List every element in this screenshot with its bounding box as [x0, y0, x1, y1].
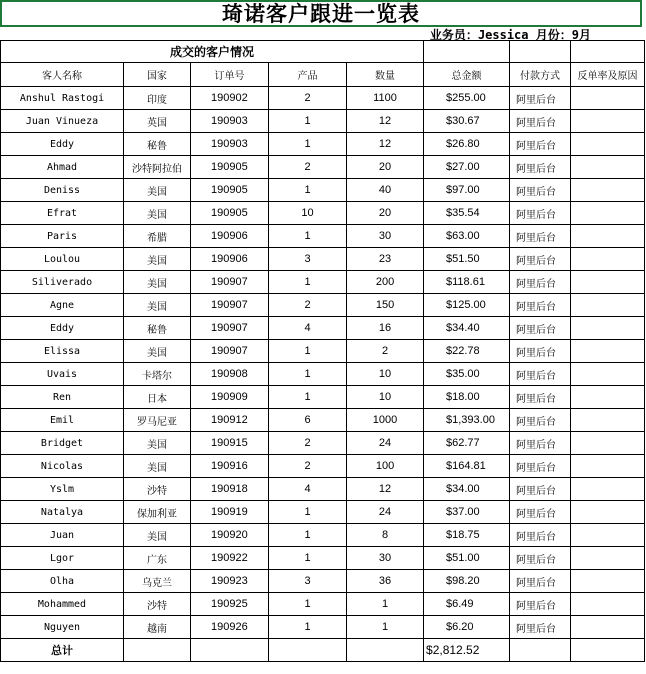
cell-reorder-reason[interactable]: [571, 156, 645, 179]
cell-reorder-reason[interactable]: [571, 593, 645, 616]
cell-product[interactable]: 1: [269, 110, 347, 133]
cell-country[interactable]: 广东: [124, 547, 191, 570]
cell-product[interactable]: 2: [269, 455, 347, 478]
cell-reorder-reason[interactable]: [571, 110, 645, 133]
cell-country[interactable]: 保加利亚: [124, 501, 191, 524]
cell-country[interactable]: 印度: [124, 87, 191, 110]
cell-payment-method[interactable]: 阿里后台: [510, 547, 571, 570]
cell-customer-name[interactable]: Juan: [1, 524, 124, 547]
cell-total-amount[interactable]: $35.00: [424, 363, 510, 386]
cell-product[interactable]: 1: [269, 524, 347, 547]
cell-customer-name[interactable]: Eddy: [1, 317, 124, 340]
cell[interactable]: [571, 639, 645, 662]
cell-order-number[interactable]: 190922: [191, 547, 269, 570]
cell-reorder-reason[interactable]: [571, 363, 645, 386]
total-row: [1, 639, 645, 662]
cell-total-amount[interactable]: $125.00: [424, 294, 510, 317]
cell-payment-method[interactable]: 阿里后台: [510, 294, 571, 317]
cell-product[interactable]: 2: [269, 87, 347, 110]
cell-product[interactable]: 1: [269, 225, 347, 248]
cell-total-amount[interactable]: $118.61: [424, 271, 510, 294]
cell-reorder-reason[interactable]: [571, 409, 645, 432]
cell-order-number[interactable]: 190909: [191, 386, 269, 409]
cell-quantity[interactable]: 1: [347, 593, 424, 616]
cell-product[interactable]: 1: [269, 133, 347, 156]
cell-product[interactable]: 1: [269, 501, 347, 524]
cell-product[interactable]: 1: [269, 593, 347, 616]
cell-reorder-reason[interactable]: [571, 87, 645, 110]
cell-quantity[interactable]: 12: [347, 110, 424, 133]
cell-product[interactable]: 4: [269, 317, 347, 340]
cell-quantity[interactable]: 8: [347, 524, 424, 547]
cell-total-amount[interactable]: $51.50: [424, 248, 510, 271]
month-label: 月份：: [535, 28, 572, 42]
cell[interactable]: [191, 639, 269, 662]
table-row: [1, 317, 645, 340]
header-reorder-rate[interactable]: 反单率及原因: [571, 63, 645, 87]
cell-total-amount[interactable]: $164.81: [424, 455, 510, 478]
table-row: [1, 248, 645, 271]
cell-quantity[interactable]: 40: [347, 179, 424, 202]
cell-country[interactable]: 罗马尼亚: [124, 409, 191, 432]
cell[interactable]: [510, 639, 571, 662]
cell-quantity[interactable]: 20: [347, 156, 424, 179]
cell-quantity[interactable]: 150: [347, 294, 424, 317]
cell-product[interactable]: 2: [269, 156, 347, 179]
cell-total-amount[interactable]: $51.00: [424, 547, 510, 570]
cell-order-number[interactable]: 190906: [191, 248, 269, 271]
cell-quantity[interactable]: 2: [347, 340, 424, 363]
cell-reorder-reason[interactable]: [571, 432, 645, 455]
cell-total-amount[interactable]: $63.00: [424, 225, 510, 248]
cell-payment-method[interactable]: 阿里后台: [510, 179, 571, 202]
section-title[interactable]: 成交的客户情况: [1, 41, 424, 63]
cell-country[interactable]: 秘鲁: [124, 133, 191, 156]
cell-payment-method[interactable]: 阿里后台: [510, 593, 571, 616]
header-total-amount[interactable]: 总金额: [424, 63, 510, 87]
cell-reorder-reason[interactable]: [571, 271, 645, 294]
cell-reorder-reason[interactable]: [571, 524, 645, 547]
cell-quantity[interactable]: 24: [347, 432, 424, 455]
cell-total-amount[interactable]: $255.00: [424, 87, 510, 110]
cell-product[interactable]: 1: [269, 363, 347, 386]
cell-customer-name[interactable]: Nguyen: [1, 616, 124, 639]
cell-order-number[interactable]: 190905: [191, 156, 269, 179]
cell-country[interactable]: 美国: [124, 432, 191, 455]
cell-payment-method[interactable]: 阿里后台: [510, 524, 571, 547]
cell-order-number[interactable]: 190916: [191, 455, 269, 478]
cell-order-number[interactable]: 190908: [191, 363, 269, 386]
cell-quantity[interactable]: 10: [347, 386, 424, 409]
cell-customer-name[interactable]: Yslm: [1, 478, 124, 501]
cell[interactable]: [269, 639, 347, 662]
cell-order-number[interactable]: 190907: [191, 317, 269, 340]
cell-order-number[interactable]: 190905: [191, 179, 269, 202]
cell-country[interactable]: 美国: [124, 271, 191, 294]
sheet-title[interactable]: 琦诺客户跟进一览表: [0, 0, 642, 27]
table-row: [1, 179, 645, 202]
cell-quantity[interactable]: 10: [347, 363, 424, 386]
cell-order-number[interactable]: 190907: [191, 340, 269, 363]
cell-quantity[interactable]: 23: [347, 248, 424, 271]
cell-customer-name[interactable]: Siliverado: [1, 271, 124, 294]
cell-customer-name[interactable]: Ahmad: [1, 156, 124, 179]
cell-total-amount[interactable]: $98.20: [424, 570, 510, 593]
month-value: 9月: [571, 28, 591, 42]
cell-country[interactable]: 乌克兰: [124, 570, 191, 593]
cell-reorder-reason[interactable]: [571, 294, 645, 317]
cell[interactable]: [347, 639, 424, 662]
cell-country[interactable]: 越南: [124, 616, 191, 639]
cell-total-amount[interactable]: $6.49: [424, 593, 510, 616]
cell[interactable]: [124, 639, 191, 662]
header-product[interactable]: 产品: [269, 63, 347, 87]
cell-country[interactable]: 美国: [124, 179, 191, 202]
cell-total-amount[interactable]: $26.80: [424, 133, 510, 156]
cell[interactable]: [571, 41, 645, 63]
cell-payment-method[interactable]: 阿里后台: [510, 501, 571, 524]
cell-total-amount[interactable]: $18.00: [424, 386, 510, 409]
cell-payment-method[interactable]: 阿里后台: [510, 570, 571, 593]
cell-total-amount[interactable]: $22.78: [424, 340, 510, 363]
cell-reorder-reason[interactable]: [571, 455, 645, 478]
salesperson-label: 业务员：: [429, 28, 478, 42]
table-row: [1, 202, 645, 225]
cell-reorder-reason[interactable]: [571, 386, 645, 409]
table-row: [1, 616, 645, 639]
cell-total-amount[interactable]: $1,393.00: [424, 409, 510, 432]
cell-reorder-reason[interactable]: [571, 340, 645, 363]
table-row: [1, 363, 645, 386]
cell-customer-name[interactable]: Lgor: [1, 547, 124, 570]
cell-customer-name[interactable]: Natalya: [1, 501, 124, 524]
cell-total-amount[interactable]: $62.77: [424, 432, 510, 455]
salesperson-value: Jessica: [477, 28, 529, 42]
cell-quantity[interactable]: 1000: [347, 409, 424, 432]
cell-order-number[interactable]: 190906: [191, 225, 269, 248]
cell-payment-method[interactable]: 阿里后台: [510, 202, 571, 225]
cell-customer-name[interactable]: Emil: [1, 409, 124, 432]
cell-order-number[interactable]: 190902: [191, 87, 269, 110]
cell-payment-method[interactable]: 阿里后台: [510, 271, 571, 294]
header-country[interactable]: 国家: [124, 63, 191, 87]
table-row: [1, 547, 645, 570]
cell-payment-method[interactable]: 阿里后台: [510, 110, 571, 133]
cell-country[interactable]: 英国: [124, 110, 191, 133]
cell-reorder-reason[interactable]: [571, 501, 645, 524]
cell-payment-method[interactable]: 阿里后台: [510, 363, 571, 386]
cell-reorder-reason[interactable]: [571, 616, 645, 639]
table-row: [1, 271, 645, 294]
cell-customer-name[interactable]: Paris: [1, 225, 124, 248]
cell-payment-method[interactable]: 阿里后台: [510, 225, 571, 248]
cell-product[interactable]: 4: [269, 478, 347, 501]
table-row: [1, 524, 645, 547]
cell-customer-name[interactable]: Bridget: [1, 432, 124, 455]
table-row: [1, 386, 645, 409]
cell-payment-method[interactable]: 阿里后台: [510, 455, 571, 478]
header-row: [1, 63, 645, 87]
table-row: [1, 570, 645, 593]
cell-total-amount[interactable]: $97.00: [424, 179, 510, 202]
cell-product[interactable]: 1: [269, 340, 347, 363]
table-row: [1, 409, 645, 432]
cell-payment-method[interactable]: 阿里后台: [510, 432, 571, 455]
cell-order-number[interactable]: 190907: [191, 294, 269, 317]
cell-customer-name[interactable]: Olha: [1, 570, 124, 593]
cell-order-number[interactable]: 190918: [191, 478, 269, 501]
cell-quantity[interactable]: 1: [347, 616, 424, 639]
cell-quantity[interactable]: 20: [347, 202, 424, 225]
cell-order-number[interactable]: 190907: [191, 271, 269, 294]
table-row: [1, 455, 645, 478]
cell-reorder-reason[interactable]: [571, 570, 645, 593]
table-row: [1, 110, 645, 133]
header-order-number[interactable]: 订单号: [191, 63, 269, 87]
cell-country[interactable]: 美国: [124, 202, 191, 225]
cell-reorder-reason[interactable]: [571, 478, 645, 501]
cell-product[interactable]: 1: [269, 179, 347, 202]
cell-country[interactable]: 沙特阿拉伯: [124, 156, 191, 179]
table-row: [1, 340, 645, 363]
cell-quantity[interactable]: 16: [347, 317, 424, 340]
table-row: [1, 225, 645, 248]
cell-country[interactable]: 美国: [124, 248, 191, 271]
cell-payment-method[interactable]: 阿里后台: [510, 478, 571, 501]
cell-quantity[interactable]: 100: [347, 455, 424, 478]
cell-reorder-reason[interactable]: [571, 547, 645, 570]
cell-customer-name[interactable]: Elissa: [1, 340, 124, 363]
cell-product[interactable]: 2: [269, 432, 347, 455]
cell-customer-name[interactable]: Agne: [1, 294, 124, 317]
cell-quantity[interactable]: 24: [347, 501, 424, 524]
cell-country[interactable]: 秘鲁: [124, 317, 191, 340]
cell-product[interactable]: 1: [269, 386, 347, 409]
cell-quantity[interactable]: 30: [347, 225, 424, 248]
cell-order-number[interactable]: 190912: [191, 409, 269, 432]
cell-quantity[interactable]: 36: [347, 570, 424, 593]
cell-total-amount[interactable]: $37.00: [424, 501, 510, 524]
cell-country[interactable]: 希腊: [124, 225, 191, 248]
cell-customer-name[interactable]: Juan Vinueza: [1, 110, 124, 133]
cell-quantity[interactable]: 200: [347, 271, 424, 294]
cell-payment-method[interactable]: 阿里后台: [510, 156, 571, 179]
cell-payment-method[interactable]: 阿里后台: [510, 133, 571, 156]
cell-order-number[interactable]: 190925: [191, 593, 269, 616]
cell-payment-method[interactable]: 阿里后台: [510, 87, 571, 110]
cell-quantity[interactable]: 12: [347, 133, 424, 156]
cell-reorder-reason[interactable]: [571, 179, 645, 202]
cell-customer-name[interactable]: Efrat: [1, 202, 124, 225]
cell-product[interactable]: 10: [269, 202, 347, 225]
table-row: [1, 478, 645, 501]
cell-total-amount[interactable]: $34.40: [424, 317, 510, 340]
cell[interactable]: [424, 41, 510, 63]
cell-customer-name[interactable]: Mohammed: [1, 593, 124, 616]
cell-quantity[interactable]: 1100: [347, 87, 424, 110]
cell-total-amount[interactable]: $30.67: [424, 110, 510, 133]
cell-customer-name[interactable]: Nicolas: [1, 455, 124, 478]
cell-product[interactable]: 3: [269, 570, 347, 593]
cell-country[interactable]: 美国: [124, 455, 191, 478]
table-row: [1, 133, 645, 156]
cell-customer-name[interactable]: Deniss: [1, 179, 124, 202]
header-quantity[interactable]: 数量: [347, 63, 424, 87]
cell-country[interactable]: 沙特: [124, 593, 191, 616]
cell-order-number[interactable]: 190905: [191, 202, 269, 225]
cell-reorder-reason[interactable]: [571, 248, 645, 271]
table-row: [1, 501, 645, 524]
cell-product[interactable]: 1: [269, 616, 347, 639]
cell-order-number[interactable]: 190919: [191, 501, 269, 524]
cell-country[interactable]: 美国: [124, 524, 191, 547]
cell-customer-name[interactable]: Loulou: [1, 248, 124, 271]
cell-total-amount[interactable]: $18.75: [424, 524, 510, 547]
cell-product[interactable]: 1: [269, 271, 347, 294]
header-customer-name[interactable]: 客人名称: [1, 63, 124, 87]
cell-reorder-reason[interactable]: [571, 317, 645, 340]
cell-payment-method[interactable]: 阿里后台: [510, 340, 571, 363]
cell-customer-name[interactable]: Eddy: [1, 133, 124, 156]
cell-total-amount[interactable]: $6.20: [424, 616, 510, 639]
cell-payment-method[interactable]: 阿里后台: [510, 616, 571, 639]
cell-quantity[interactable]: 30: [347, 547, 424, 570]
cell-product[interactable]: 2: [269, 294, 347, 317]
cell-quantity[interactable]: 12: [347, 478, 424, 501]
cell-order-number[interactable]: 190923: [191, 570, 269, 593]
table-row: [1, 432, 645, 455]
cell[interactable]: [510, 41, 571, 63]
cell-country[interactable]: 美国: [124, 340, 191, 363]
customer-table: [0, 40, 645, 662]
cell-total-amount[interactable]: $35.54: [424, 202, 510, 225]
cell-total-amount[interactable]: $34.00: [424, 478, 510, 501]
cell-order-number[interactable]: 190903: [191, 133, 269, 156]
cell-country[interactable]: 沙特: [124, 478, 191, 501]
header-payment-method[interactable]: 付款方式: [510, 63, 571, 87]
cell-product[interactable]: 3: [269, 248, 347, 271]
cell-country[interactable]: 美国: [124, 294, 191, 317]
table-row: [1, 156, 645, 179]
cell-customer-name[interactable]: Ren: [1, 386, 124, 409]
cell-payment-method[interactable]: 阿里后台: [510, 248, 571, 271]
table-row: [1, 593, 645, 616]
cell-product[interactable]: 6: [269, 409, 347, 432]
table-row: [1, 294, 645, 317]
total-amount[interactable]: $2,812.52: [424, 639, 510, 662]
cell-total-amount[interactable]: $27.00: [424, 156, 510, 179]
cell-order-number[interactable]: 190915: [191, 432, 269, 455]
cell-order-number[interactable]: 190920: [191, 524, 269, 547]
cell-country[interactable]: 日本: [124, 386, 191, 409]
cell-order-number[interactable]: 190926: [191, 616, 269, 639]
table-row: [1, 87, 645, 110]
cell-country[interactable]: 卡塔尔: [124, 363, 191, 386]
total-label[interactable]: 总计: [1, 639, 124, 662]
cell-payment-method[interactable]: 阿里后台: [510, 317, 571, 340]
cell-reorder-reason[interactable]: [571, 202, 645, 225]
cell-payment-method[interactable]: 阿里后台: [510, 409, 571, 432]
cell-product[interactable]: 1: [269, 547, 347, 570]
cell-reorder-reason[interactable]: [571, 133, 645, 156]
cell-order-number[interactable]: 190903: [191, 110, 269, 133]
cell-payment-method[interactable]: 阿里后台: [510, 386, 571, 409]
cell-customer-name[interactable]: Anshul Rastogi: [1, 87, 124, 110]
cell-reorder-reason[interactable]: [571, 225, 645, 248]
cell-customer-name[interactable]: Uvais: [1, 363, 124, 386]
